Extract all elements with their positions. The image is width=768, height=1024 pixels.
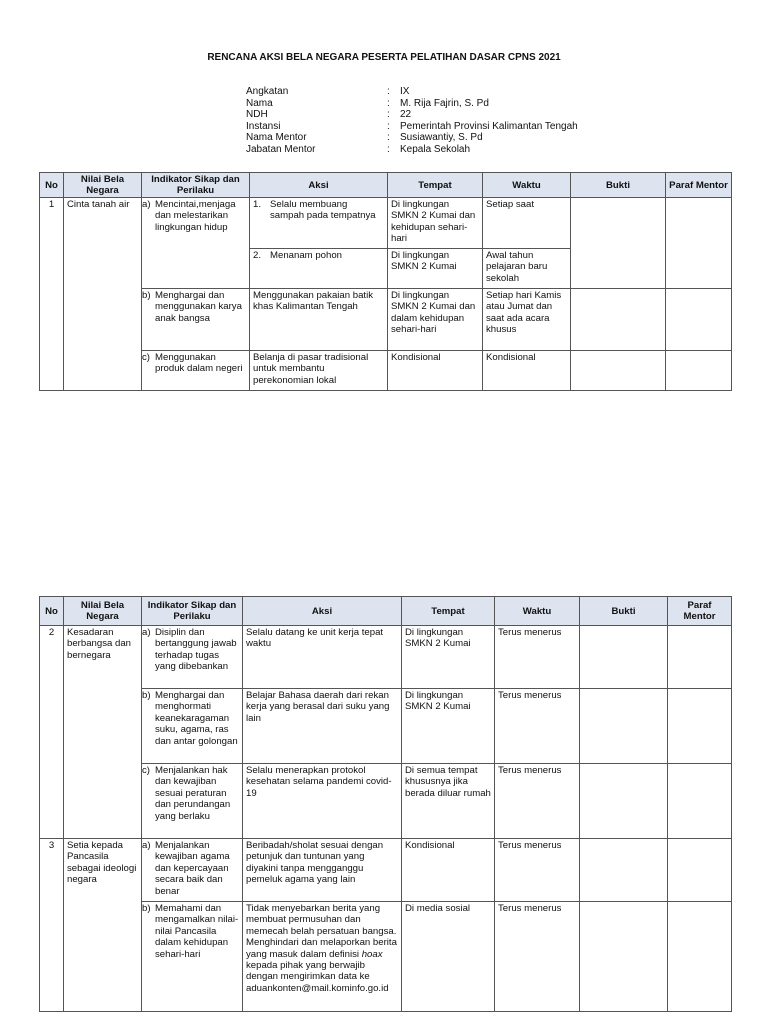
- cell-nilai: Setia kepada Pancasila sebagai ideologi negara: [64, 839, 142, 1012]
- info-row-angkatan: [246, 86, 578, 98]
- cell-aksi: Belajar Bahasa daerah dari rekan kerja yang berasal dari suku yang lain: [243, 689, 402, 764]
- info-value: M. Rija Fajrin, S. Pd: [400, 97, 489, 109]
- cell-no: 2: [40, 626, 64, 839]
- list-marker: a): [142, 627, 151, 638]
- cell-waktu: Terus menerus: [495, 626, 580, 689]
- list-marker: a): [142, 199, 151, 210]
- info-row-instansi: [246, 121, 578, 133]
- cell-no: 3: [40, 839, 64, 1012]
- table-row: [40, 689, 732, 764]
- list-marker: c): [142, 352, 150, 363]
- info-label: Jabatan Mentor: [246, 143, 316, 155]
- info-row-nama: [246, 98, 578, 110]
- cell-tempat: Kondisional: [402, 839, 495, 902]
- info-label: Instansi: [246, 120, 281, 132]
- header-tempat: Tempat: [402, 597, 495, 626]
- info-value: Pemerintah Provinsi Kalimantan Tengah: [400, 120, 578, 132]
- info-row-ndh: [246, 109, 578, 121]
- participant-info: [246, 86, 578, 156]
- cell-indikator: [142, 289, 250, 351]
- cell-tempat: Kondisional: [388, 351, 483, 391]
- table-row: [40, 351, 732, 391]
- table-row: [40, 902, 732, 1012]
- table-header-row: [40, 597, 732, 626]
- header-paraf: Paraf Mentor: [666, 173, 732, 198]
- indikator-text: Menjalankan kewajiban agama dan kepercayaan secara baik dan benar: [155, 840, 230, 897]
- info-value: 22: [400, 109, 412, 121]
- cell-nilai: Cinta tanah air: [64, 198, 142, 391]
- cell-waktu: Terus menerus: [495, 689, 580, 764]
- cell-aksi: [243, 902, 402, 1012]
- cell-paraf: [668, 902, 732, 1012]
- action-plan-table-2: [39, 596, 732, 1012]
- cell-tempat: Di lingkungan SMKN 2 Kumai dan kehidupan sehari-hari: [388, 198, 483, 249]
- cell-bukti: [580, 689, 668, 764]
- cell-tempat: Di semua tempat khususnya jika berada diluar rumah: [402, 764, 495, 839]
- table-row: [40, 839, 732, 902]
- cell-tempat: Di lingkungan SMKN 2 Kumai: [388, 249, 483, 289]
- aksi-text: Tidak menyebarkan berita yang membuat permusuhan dan memecah belah persatuan bangsa. Menghindari dan melaporkan berita yang masuk dalam definisi: [246, 903, 397, 960]
- header-nilai: Nilai Bela Negara: [64, 597, 142, 626]
- header-nilai: Nilai Bela Negara: [64, 173, 142, 198]
- list-marker: b): [142, 290, 151, 301]
- cell-indikator: [142, 764, 243, 839]
- header-tempat: Tempat: [388, 173, 483, 198]
- list-marker: b): [142, 690, 151, 701]
- table-row: [40, 764, 732, 839]
- header-bukti: Bukti: [580, 597, 668, 626]
- info-colon: :: [387, 109, 390, 121]
- list-marker: 1.: [253, 199, 262, 210]
- header-no: No: [40, 597, 64, 626]
- info-colon: :: [387, 143, 390, 155]
- cell-bukti: [580, 839, 668, 902]
- cell-paraf: [666, 289, 732, 351]
- indikator-text: Mencintai,menjaga dan melestarikan lingkungan hidup: [155, 199, 236, 233]
- header-waktu: Waktu: [495, 597, 580, 626]
- aksi-text: kepada pihak yang berwajib dengan mengirimkan data ke aduankonten@mail.kominfo.go.id: [246, 960, 389, 994]
- cell-paraf: [666, 198, 732, 289]
- table-row: [40, 289, 732, 351]
- cell-waktu: Awal tahun pelajaran baru sekolah: [483, 249, 571, 289]
- cell-aksi: [250, 198, 388, 249]
- cell-tempat: Di lingkungan SMKN 2 Kumai: [402, 626, 495, 689]
- cell-bukti: [580, 626, 668, 689]
- info-label: NDH: [246, 109, 268, 121]
- cell-waktu: Terus menerus: [495, 839, 580, 902]
- header-aksi: Aksi: [243, 597, 402, 626]
- hoax-term: hoax: [361, 948, 383, 960]
- cell-waktu: Setiap hari Kamis atau Jumat dan saat ada acara khusus: [483, 289, 571, 351]
- indikator-text: Menghargai dan menghormati keanekaragaman suku, agama, ras dan antar golongan: [155, 690, 238, 747]
- cell-indikator: [142, 839, 243, 902]
- cell-paraf: [668, 689, 732, 764]
- aksi-text: Selalu membuang sampah pada tempatnya: [270, 199, 376, 222]
- cell-indikator: [142, 689, 243, 764]
- header-indikator: Indikator Sikap dan Perilaku: [142, 597, 243, 626]
- table-row: [40, 626, 732, 689]
- info-colon: :: [387, 132, 390, 144]
- indikator-text: Menghargai dan menggunakan karya anak bangsa: [155, 290, 242, 324]
- cell-aksi: Selalu menerapkan protokol kesehatan selama pandemi covid-19: [243, 764, 402, 839]
- header-waktu: Waktu: [483, 173, 571, 198]
- cell-indikator: [142, 626, 243, 689]
- cell-paraf: [668, 626, 732, 689]
- cell-tempat: Di lingkungan SMKN 2 Kumai dan dalam kehidupan sehari-hari: [388, 289, 483, 351]
- cell-aksi: Selalu datang ke unit kerja tepat waktu: [243, 626, 402, 689]
- list-marker: c): [142, 765, 150, 776]
- cell-bukti: [580, 764, 668, 839]
- info-value: IX: [400, 86, 410, 97]
- header-bukti: Bukti: [571, 173, 666, 198]
- indikator-text: Disiplin dan bertanggung jawab terhadap tugas yang dibebankan: [155, 627, 237, 673]
- info-colon: :: [387, 97, 390, 109]
- cell-waktu: Setiap saat: [483, 198, 571, 249]
- cell-paraf: [668, 764, 732, 839]
- header-no: No: [40, 173, 64, 198]
- cell-paraf: [666, 351, 732, 391]
- info-value: Kepala Sekolah: [400, 143, 471, 155]
- cell-indikator: [142, 351, 250, 391]
- list-marker: a): [142, 840, 151, 851]
- header-aksi: Aksi: [250, 173, 388, 198]
- cell-indikator: [142, 902, 243, 1012]
- header-indikator: Indikator Sikap dan Perilaku: [142, 173, 250, 198]
- cell-tempat: Di media sosial: [402, 902, 495, 1012]
- indikator-text: Menggunakan produk dalam negeri: [155, 352, 243, 375]
- cell-paraf: [668, 839, 732, 902]
- cell-tempat: Di lingkungan SMKN 2 Kumai: [402, 689, 495, 764]
- cell-nilai: Kesadaran berbangsa dan bernegara: [64, 626, 142, 839]
- list-marker: b): [142, 903, 151, 914]
- cell-aksi: Beribadah/sholat sesuai dengan petunjuk dan tuntunan yang diyakini tanpa mengganggu pemeluk agama yang lain: [243, 839, 402, 902]
- cell-no: 1: [40, 198, 64, 391]
- list-marker: 2.: [253, 250, 262, 261]
- cell-waktu: Kondisional: [483, 351, 571, 391]
- cell-indikator: [142, 198, 250, 289]
- indikator-text: Menjalankan hak dan kewajiban sesuai peraturan dan perundangan yang berlaku: [155, 765, 231, 822]
- cell-bukti: [571, 289, 666, 351]
- cell-bukti: [580, 902, 668, 1012]
- cell-bukti: [571, 198, 666, 289]
- info-colon: :: [387, 86, 390, 97]
- cell-bukti: [571, 351, 666, 391]
- info-label: Nama: [246, 97, 273, 109]
- cell-waktu: Terus menerus: [495, 764, 580, 839]
- cell-aksi: Belanja di pasar tradisional untuk membantu perekonomian lokal: [250, 351, 388, 391]
- header-paraf: Paraf Mentor: [668, 597, 732, 626]
- cell-aksi: Menggunakan pakaian batik khas Kalimantan Tengah: [250, 289, 388, 351]
- table-header-row: [40, 173, 732, 198]
- indikator-text: Memahami dan mengamalkan nilai-nilai Pancasila dalam kehidupan sehari-hari: [155, 903, 239, 960]
- info-value: Susiawantiy, S. Pd: [400, 132, 483, 144]
- cell-waktu: Terus menerus: [495, 902, 580, 1012]
- info-label: Angkatan: [246, 86, 289, 97]
- table-row: [40, 198, 732, 249]
- info-colon: :: [387, 120, 390, 132]
- action-plan-table-1: [39, 172, 732, 391]
- cell-aksi: [250, 249, 388, 289]
- info-label: Nama Mentor: [246, 132, 307, 144]
- info-row-nama-mentor: [246, 132, 578, 144]
- document-title: RENCANA AKSI BELA NEGARA PESERTA PELATIHAN DASAR CPNS 2021: [207, 52, 561, 63]
- aksi-text: Menanam pohon: [270, 250, 343, 261]
- info-row-jabatan-mentor: [246, 144, 578, 156]
